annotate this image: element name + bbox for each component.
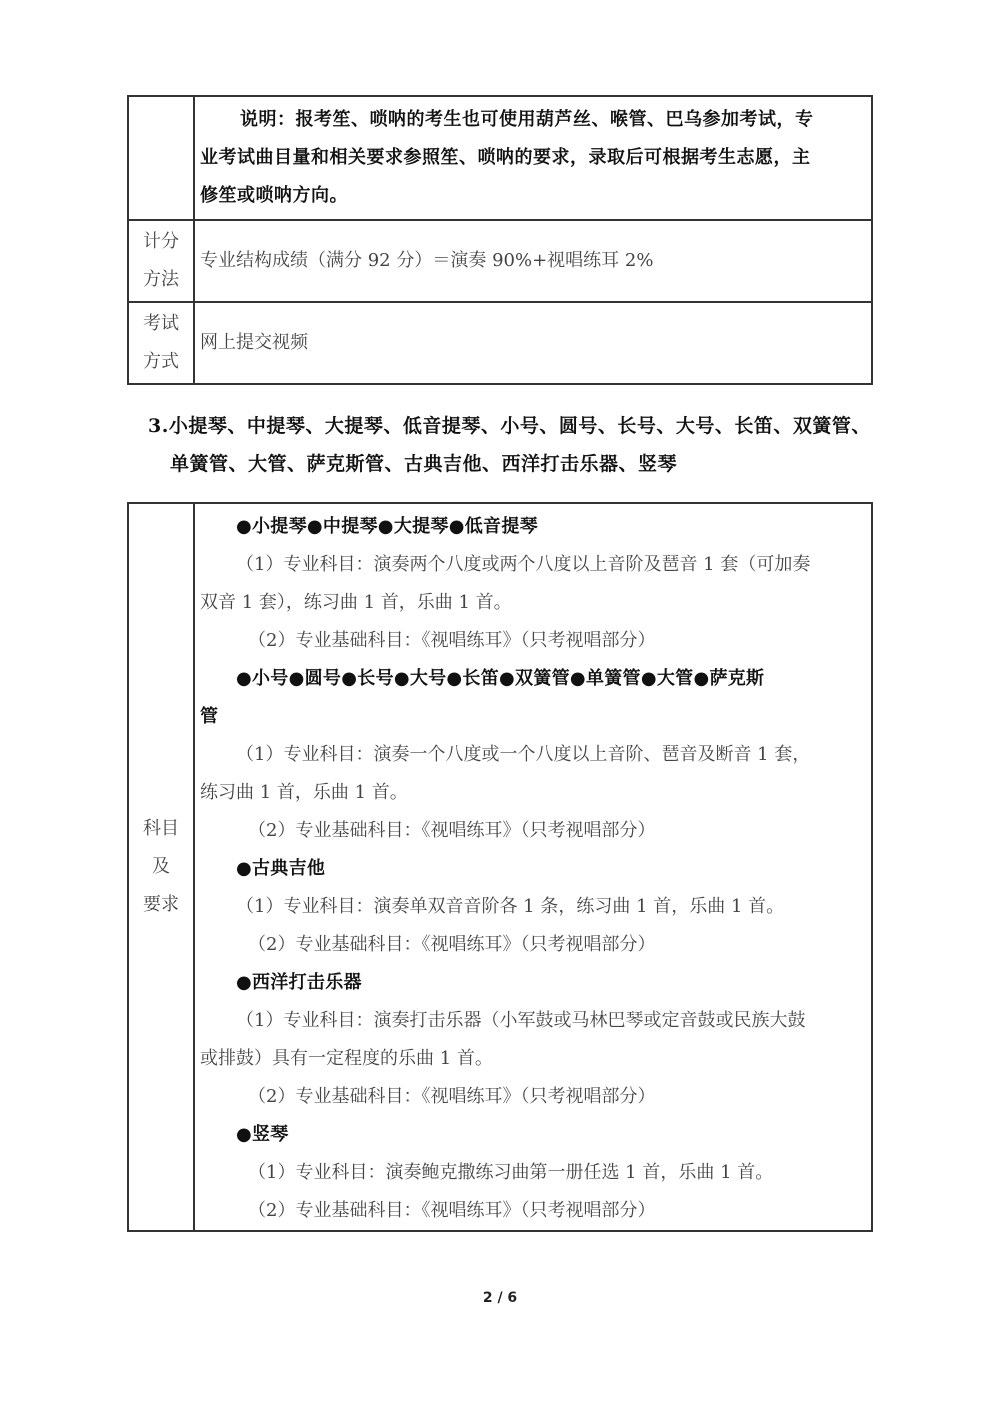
label-line: 考试 <box>143 313 179 334</box>
note-line: 修笙或唢呐方向。 <box>200 185 348 206</box>
exam-mode-value: 网上提交视频 <box>194 302 872 384</box>
group-item-line: （1）专业科目：演奏一个八度或一个八度以上音阶、琶音及断音 1 套， <box>236 744 811 765</box>
group-title-strings: ●小提琴●中提琴●大提琴●低音提琴 <box>236 516 538 537</box>
label-line: 科目 <box>143 818 179 839</box>
section-heading <box>148 407 888 483</box>
note-line: 说明：报考笙、唢呐的考生也可使用葫芦丝、喉管、巴乌参加考试，专 <box>240 109 814 130</box>
label-line: 计分 <box>143 231 179 252</box>
label-line: 要求 <box>143 894 179 915</box>
group-item-line: （1）专业科目：演奏两个八度或两个八度以上音阶及琶音 1 套（可加奏 <box>236 554 811 575</box>
note-row <box>128 96 872 220</box>
group-item-line: （2）专业基础科目：《视唱练耳》（只考视唱部分） <box>248 1086 656 1107</box>
group-item-line: 双音 1 套），练习曲 1 首，乐曲 1 首。 <box>200 592 512 613</box>
note-line: 业考试曲目量和相关要求参照笙、唢呐的要求，录取后可根据考生志愿，主 <box>200 147 811 168</box>
section-heading-line: 3.小提琴、中提琴、大提琴、低音提琴、小号、圆号、长号、大号、长笛、双簧管、 <box>148 415 871 437</box>
group-item-line: 练习曲 1 首，乐曲 1 首。 <box>200 782 408 803</box>
page-number: 2 / 6 <box>482 1290 518 1306</box>
group-title-continuation: 管 <box>200 706 218 727</box>
label-line: 方式 <box>143 351 179 372</box>
subjects-table <box>127 502 873 1232</box>
group-item-line: （2）专业基础科目：《视唱练耳》（只考视唱部分） <box>248 1200 656 1221</box>
group-title-percussion: ●西洋打击乐器 <box>236 972 362 993</box>
group-item-line: （2）专业基础科目：《视唱练耳》（只考视唱部分） <box>248 934 656 955</box>
group-item-line: （2）专业基础科目：《视唱练耳》（只考视唱部分） <box>248 820 656 841</box>
scoring-method-value: 专业结构成绩（满分 92 分）＝演奏 90%+视唱练耳 2% <box>194 220 872 302</box>
group-item-line: （1）专业科目：演奏鲍克撒练习曲第一册任选 1 首，乐曲 1 首。 <box>248 1162 774 1183</box>
note-label-cell <box>128 96 194 220</box>
scoring-method-row <box>128 220 872 302</box>
group-title-brass-woodwind: ●小号●圆号●长号●大号●长笛●双簧管●单簧管●大管●萨克斯 <box>236 668 765 689</box>
group-title-harp: ●竖琴 <box>236 1124 289 1145</box>
subjects-content <box>194 503 872 1231</box>
label-line: 及 <box>152 856 170 877</box>
scoring-table <box>127 95 873 385</box>
subjects-row <box>128 503 872 1231</box>
label-line: 方法 <box>143 269 179 290</box>
group-item-line: （1）专业科目：演奏打击乐器（小军鼓或马林巴琴或定音鼓或民族大鼓 <box>236 1010 806 1031</box>
exam-mode-row <box>128 302 872 384</box>
section-heading-line: 单簧管、大管、萨克斯管、古典吉他、西洋打击乐器、竖琴 <box>170 453 678 475</box>
group-item-line: （2）专业基础科目：《视唱练耳》（只考视唱部分） <box>248 630 656 651</box>
exam-mode-label <box>128 302 194 384</box>
subjects-label <box>128 503 194 1231</box>
group-item-line: （1）专业科目：演奏单双音音阶各 1 条，练习曲 1 首，乐曲 1 首。 <box>236 896 785 917</box>
group-title-guitar: ●古典吉他 <box>236 858 326 879</box>
note-cell <box>194 96 872 220</box>
group-item-line: 或排鼓）具有一定程度的乐曲 1 首。 <box>200 1048 493 1069</box>
scoring-method-label <box>128 220 194 302</box>
